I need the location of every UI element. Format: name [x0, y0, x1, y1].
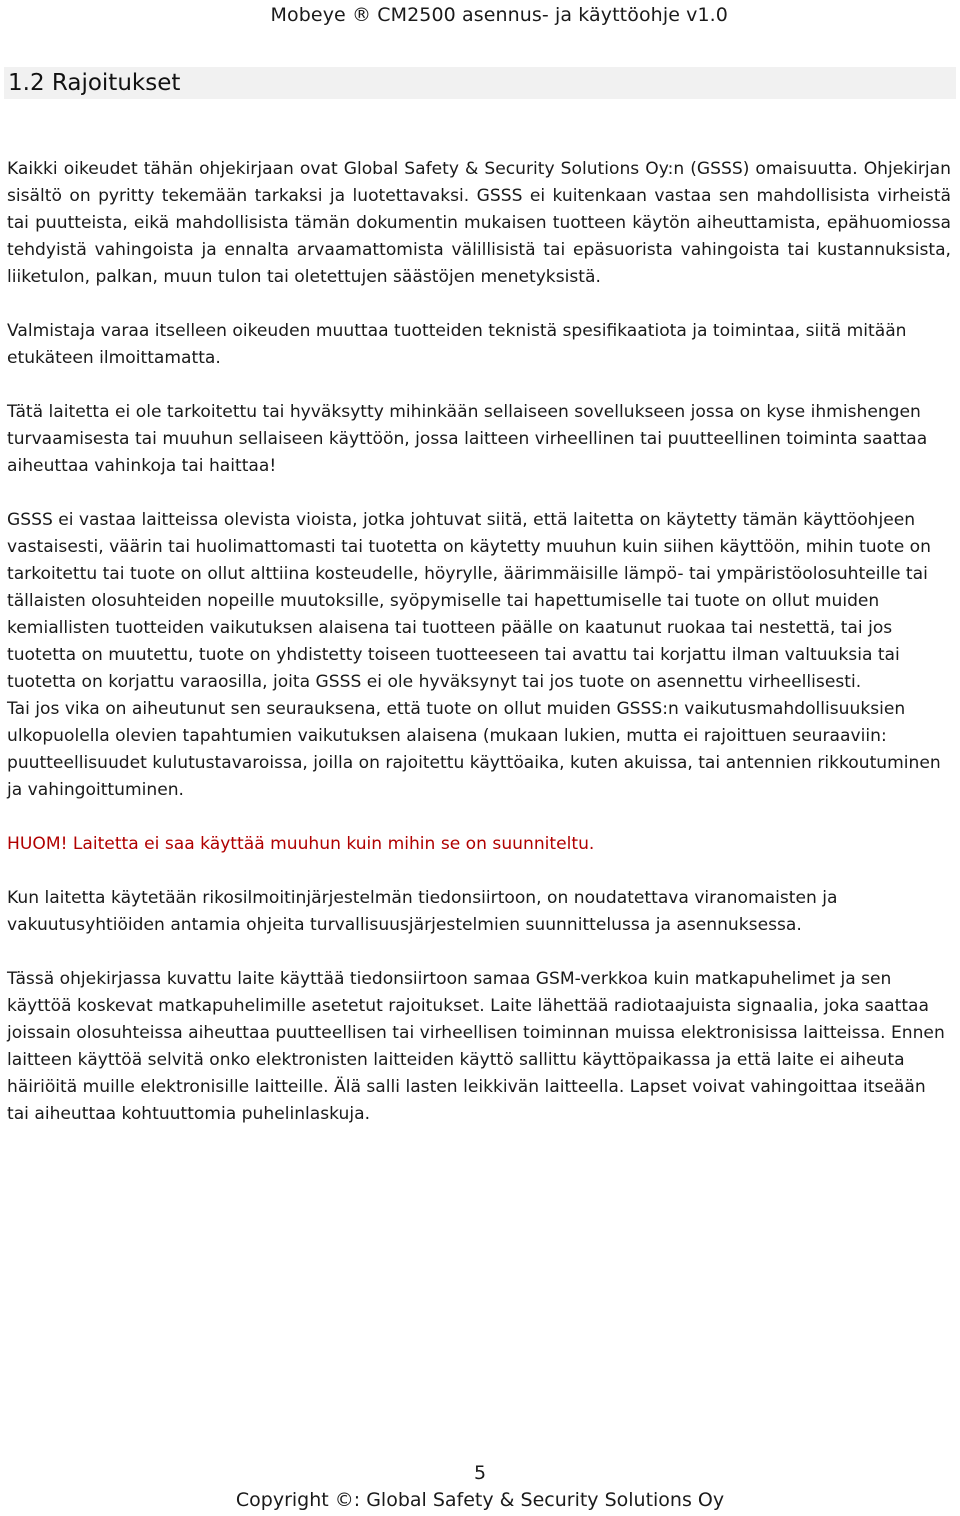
- notice-intended-use: HUOM! Laitetta ei saa käyttää muuhun kuin mihin se on suunniteltu.: [7, 834, 595, 854]
- paragraph-copyright-disclaimer: Kaikki oikeudet tähän ohjekirjaan ovat Global Safety & Security Solutions Oy:n (GSSS) omaisuutta. Ohjekirjan sisältö on pyritty tekemään tarkaksi ja luotettavaksi. GSSS ei kuitenkaan vastaa sen mahdollisista virheistä tai puutteista, eikä mahdollisista tämän dokumentin mukaisen tuotteen käytön aiheuttamista, epähuomiossa tehdyistä vahingoista ja ennalta arvaamattomista välillisistä tai epäsuorista vahingoista tai kustannuksista, liiketulon, palkan, muun tulon tai oletettujen säästöjen menetyksistä.: [7, 159, 951, 287]
- paragraph-external-causes: Tai jos vika on aiheutunut sen seurauksena, että tuote on ollut muiden GSSS:n vaikutusmahdollisuuksien ulkopuolella olevien tapahtumien vaikutuksen alaisena (mukaan lukien, mutta ei rajoittuen seuraaviin: puutteellisuudet kulutustavaroissa, joilla on rajoitettu käyttöaika, kuten akuissa, tai antennien rikkoutuminen ja vahingoittuminen.: [7, 699, 941, 800]
- paragraph-alarm-system-guidelines: Kun laitetta käytetään rikosilmoitinjärjestelmän tiedonsiirtoon, on noudatettava viranomaisten ja vakuutusyhtiöiden antamia ohjeita turvallisuusjärjestelmien suunnittelussa ja asennuksessa.: [7, 888, 838, 935]
- paragraph-gsm-restrictions: Tässä ohjekirjassa kuvattu laite käyttää tiedonsiirtoon samaa GSM-verkkoa kuin matkapuhelimet ja sen käyttöä koskevat matkapuhelimille asetetut rajoitukset. Laite lähettää radiotaajuista signaalia, joka saattaa joissain olosuhteissa aiheuttaa puutteellisen tai virheellisen toiminnan muissa elektronisissa laitteissa. Ennen laitteen käyttöä selvitä onko elektronisten laitteiden käyttö sallittu käyttöpaikassa ja että laite ei aiheuta häiriöitä muille elektronisille laitteille. Älä salli lasten leikkivän laitteella. Lapset voivat vahingoittaa itseään tai aiheuttaa kohtuuttomia puhelinlaskuja.: [7, 969, 945, 1124]
- document-body: [7, 156, 951, 1155]
- footer-copyright: Copyright ©: Global Safety & Security Solutions Oy: [235, 1489, 725, 1511]
- section-heading-bar: [4, 67, 956, 99]
- page-number: 5: [473, 1462, 487, 1484]
- document-header: Mobeye ® CM2500 asennus- ja käyttöohje v1.0: [270, 4, 728, 26]
- paragraph-warranty-exclusions: GSSS ei vastaa laitteissa olevista vioista, jotka johtuvat siitä, että laitetta on käytetty tämän käyttöohjeen vastaisesti, väärin tai huolimattomasti tai tuotetta on käytetty muuhun kuin siihen käyttöön, mihin tuote on tarkoitettu tai tuote on ollut alttiina kosteudelle, höyrylle, äärimmäisille lämpö- tai ympäristöolosuhteille tai tällaisten olosuhteiden nopeille muutoksille, syöpymiselle tai hapettumiselle tai tuote on ollut muiden kemiallisten tuotteiden vaikutuksen alaisena tai tuotteen päälle on kaatunut ruokaa tai nestettä, tai jos tuotetta on muutettu, tuote on yhdistetty toiseen tuotteeseen tai avattu tai korjattu ilman valtuuksia tai tuotetta on korjattu varaosilla, joita GSSS ei ole hyväksynyt tai jos tuote on asennettu virheellisesti.: [7, 510, 931, 692]
- paragraph-specification-changes: Valmistaja varaa itselleen oikeuden muuttaa tuotteiden teknistä spesifikaatiota ja toimintaa, siitä mitään etukäteen ilmoittamatta.: [7, 321, 907, 368]
- paragraph-not-life-safety: Tätä laitetta ei ole tarkoitettu tai hyväksytty mihinkään sellaiseen sovellukseen jossa on kyse ihmishengen turvaamisesta tai muuhun sellaiseen käyttöön, jossa laitteen virheellinen tai puutteellinen toiminta saattaa aiheuttaa vahinkoja tai haittaa!: [7, 402, 928, 476]
- section-title: 1.2 Rajoitukset: [8, 70, 181, 96]
